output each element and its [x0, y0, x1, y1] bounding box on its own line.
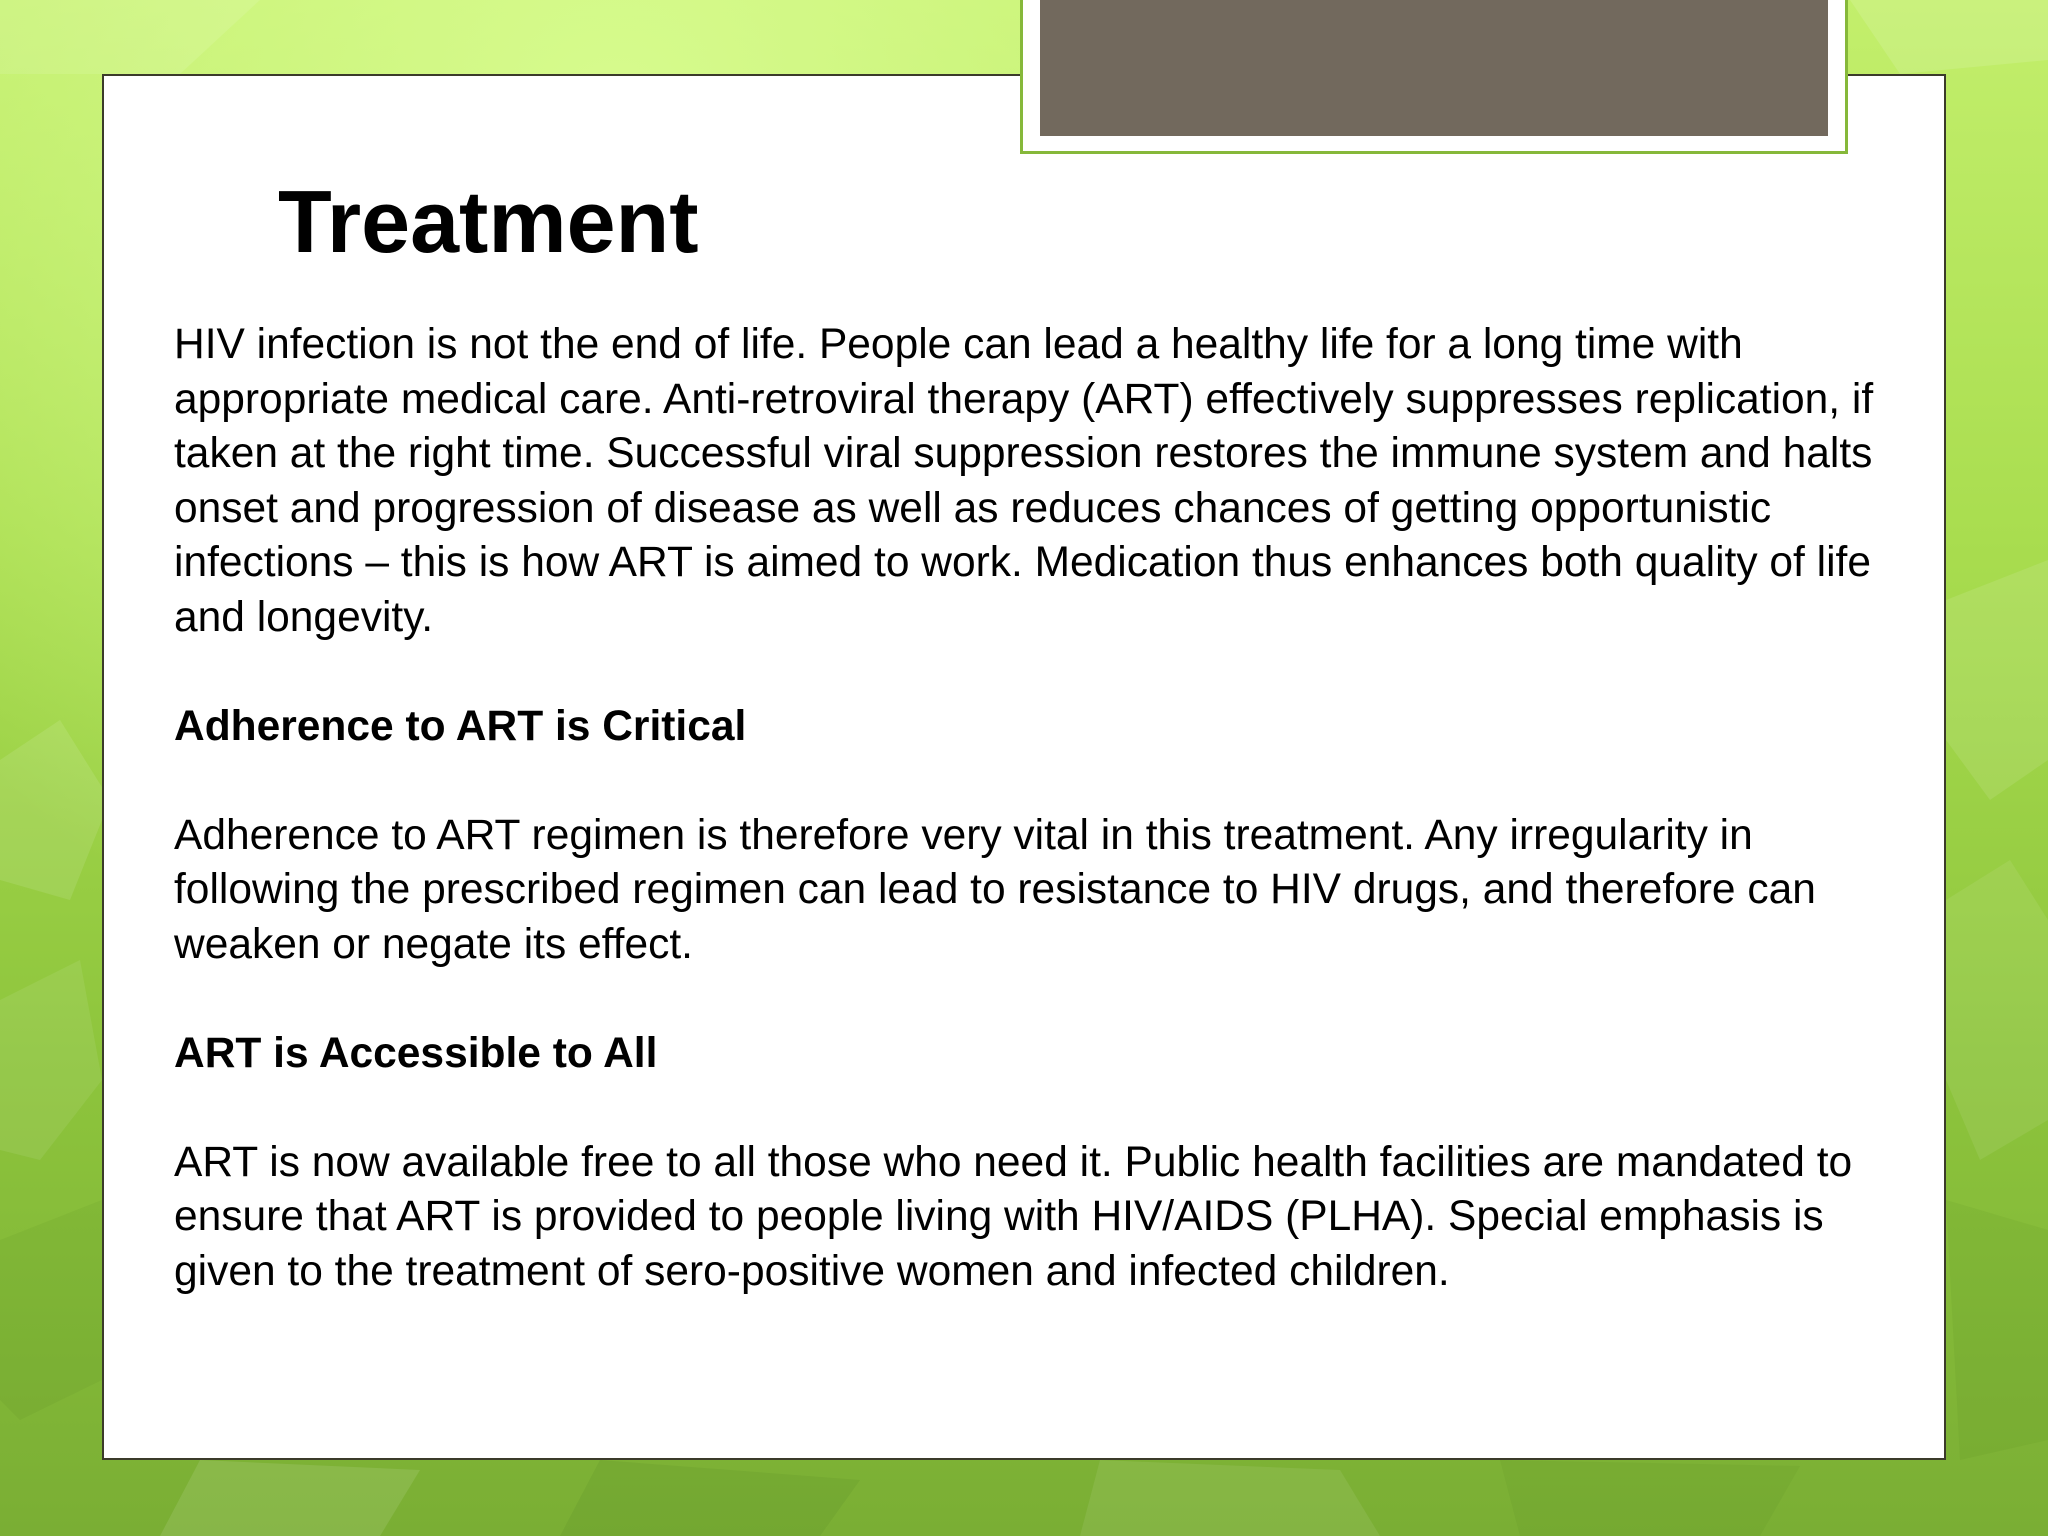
spacer — [174, 645, 1914, 700]
intro-paragraph: HIV infection is not the end of life. People can lead a healthy life for a long time with appropriate medical care. Anti-retroviral therapy (ART) effectively suppresses replication, if taken at the right time. Successful viral suppression restores the immune system and halts onset and progression of disease as well as reduces chances of getting opportunistic infections – this is how ART is aimed to work. Medication thus enhances both quality of life and longevity. — [174, 321, 1874, 641]
accessibility-paragraph: ART is now available free to all those who need it. Public health facilities are mandated to ensure that ART is provided to people living with HIV/AIDS (PLHA). Special emphasis is given to the treatment of sero-positive women and infected children. — [174, 1138, 1853, 1295]
spacer — [174, 972, 1914, 1027]
adherence-paragraph: Adherence to ART regimen is therefore very vital in this treatment. Any irregularity in following the prescribed regimen can lead to resistance to HIV drugs, and therefore can weaken or negate its effect. — [174, 811, 1816, 968]
accent-block — [1040, 0, 1828, 136]
slide-title: Treatment — [278, 172, 699, 271]
spacer — [174, 1081, 1914, 1136]
accessibility-heading: ART is Accessible to All — [174, 1029, 658, 1077]
spacer — [174, 754, 1914, 809]
adherence-heading: Adherence to ART is Critical — [174, 702, 747, 750]
slide-body — [174, 318, 1914, 1299]
